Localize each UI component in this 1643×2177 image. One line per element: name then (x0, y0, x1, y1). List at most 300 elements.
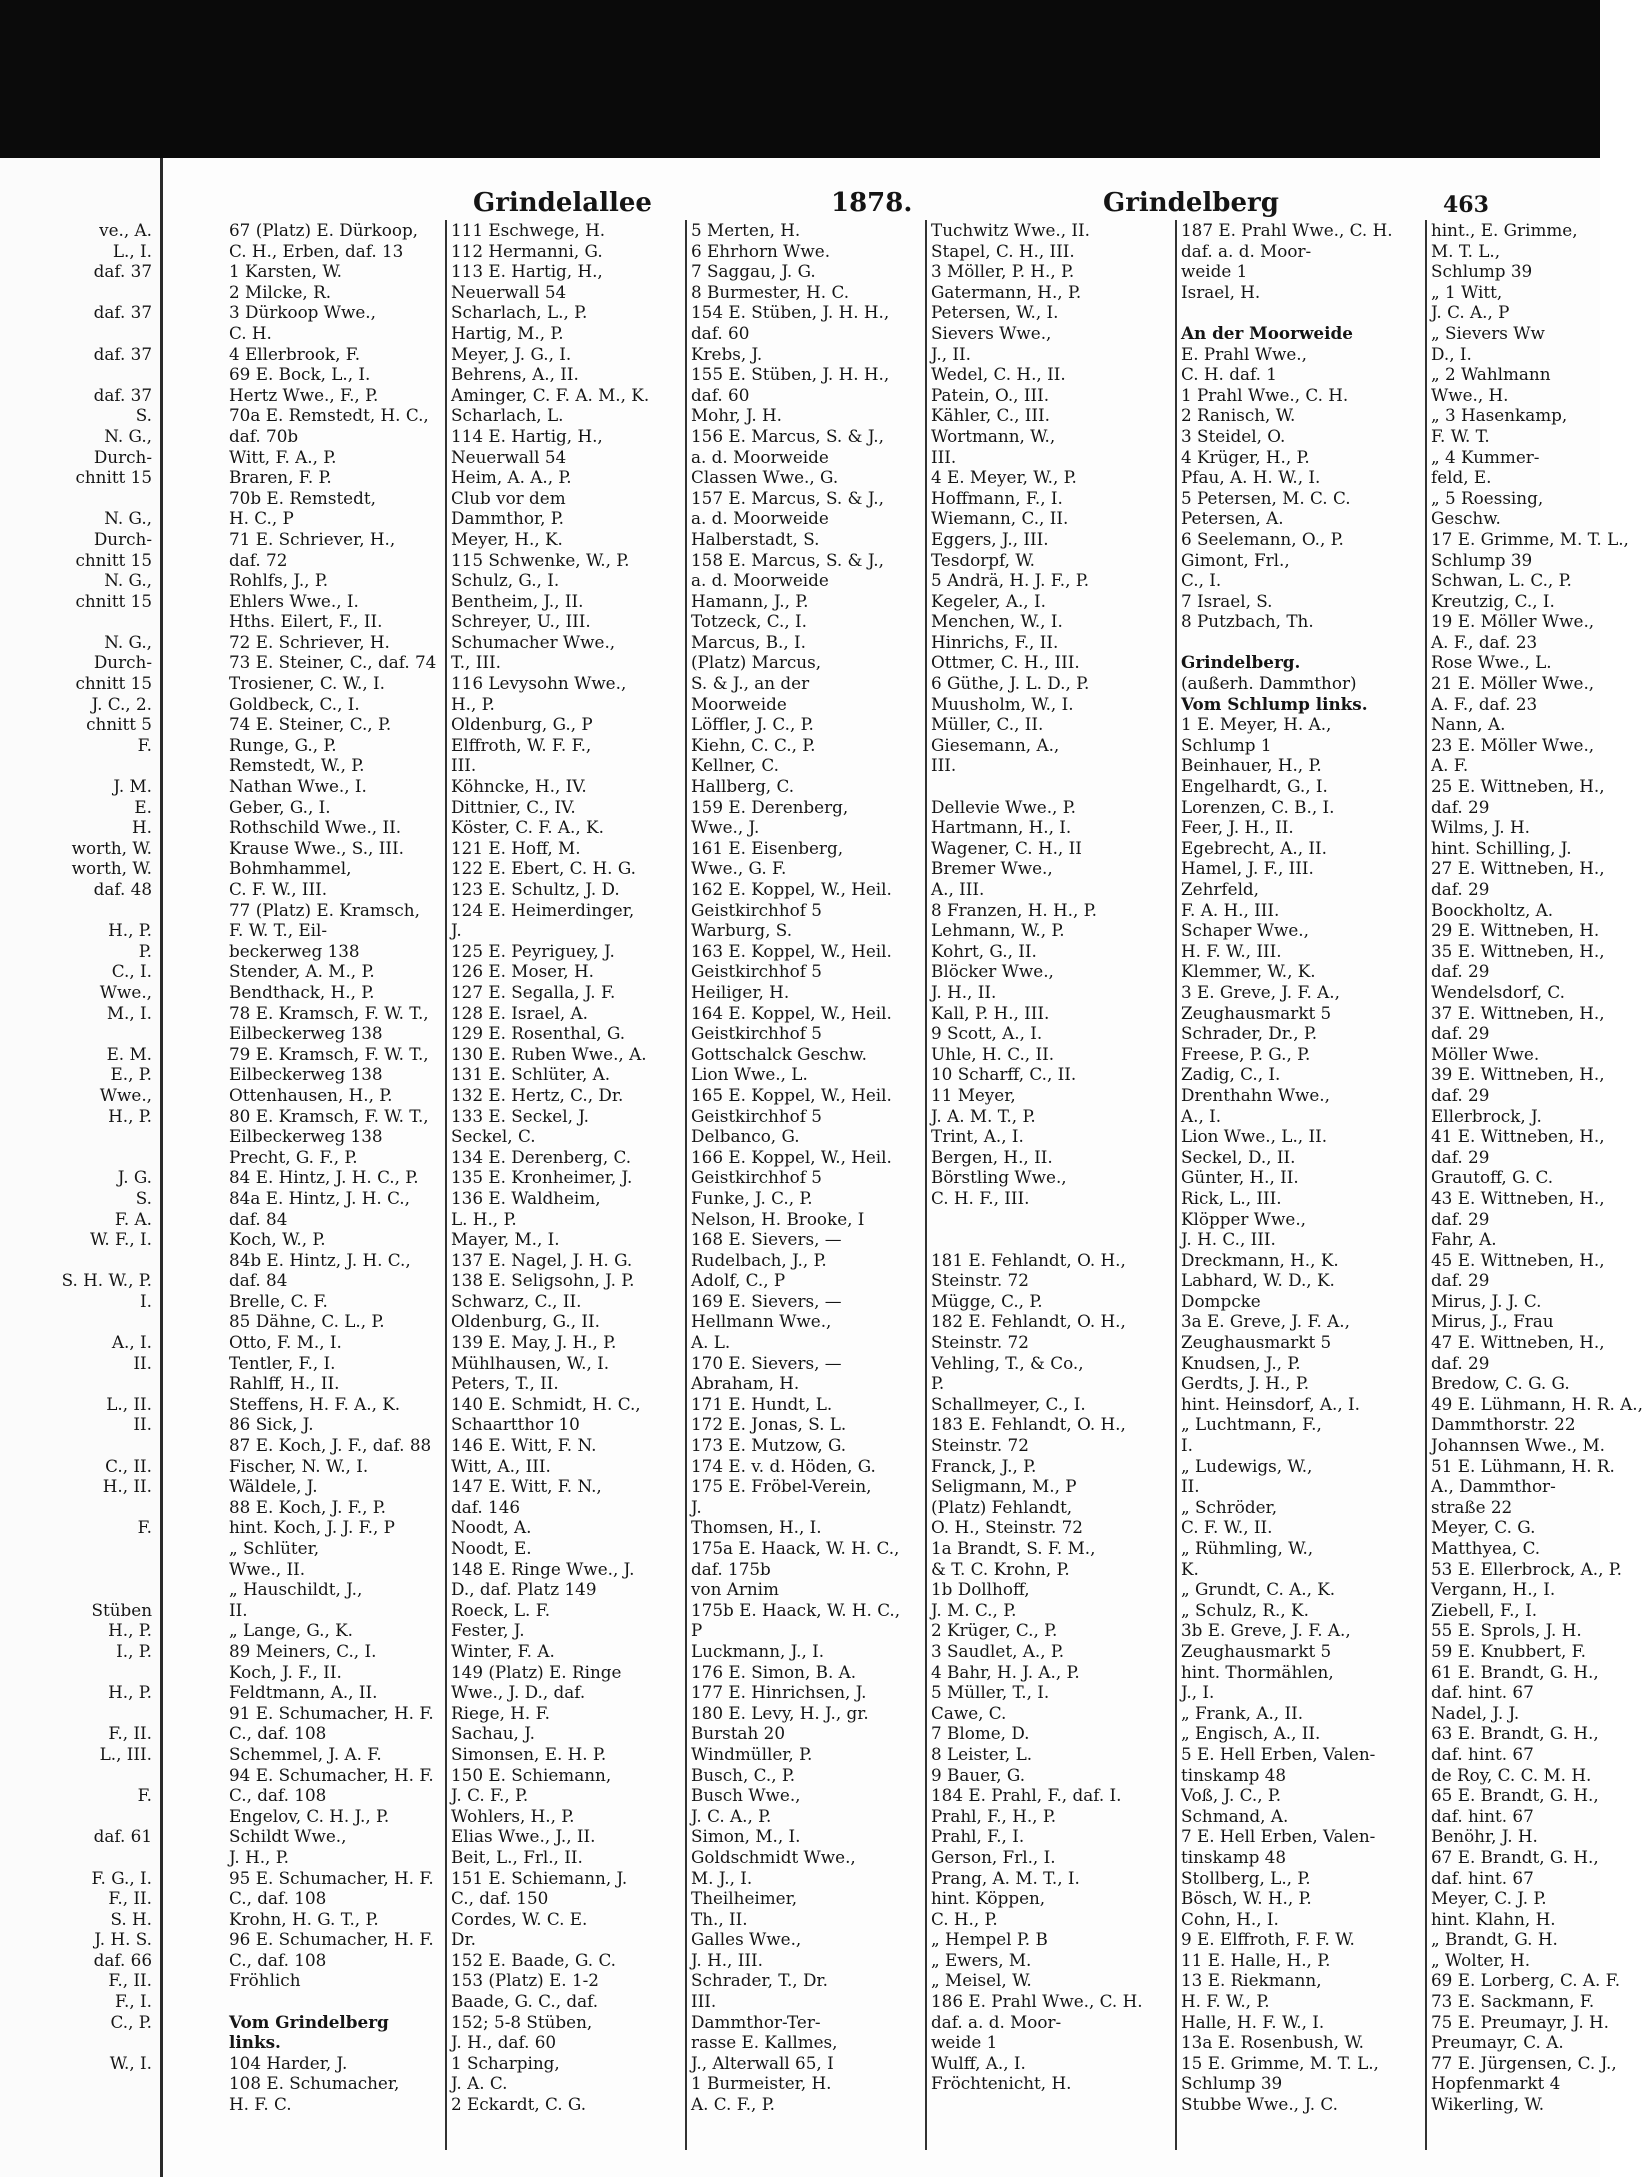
directory-line: C., daf. 108 (229, 1723, 327, 1744)
directory-line: Petersen, A. (1181, 508, 1284, 529)
directory-line: Hopfenmarkt 4 (1431, 2073, 1561, 2094)
directory-line: Benöhr, J. H. (1431, 1826, 1538, 1847)
directory-line: Simon, M., I. (691, 1826, 801, 1847)
directory-line: Schallmeyer, C., I. (931, 1393, 1086, 1414)
directory-line: 146 E. Witt, F. N. (451, 1435, 597, 1456)
directory-line: Müller, C., II. (931, 714, 1044, 735)
directory-line: 86 Sick, J. (229, 1414, 314, 1435)
directory-line: Klemmer, W., K. (1181, 961, 1316, 982)
directory-line: 152 E. Baade, G. C. (451, 1949, 617, 1970)
directory-line: 9 Scott, A., I. (931, 1023, 1043, 1044)
directory-line: Cohn, H., I. (1181, 1908, 1279, 1929)
directory-line: Bremer Wwe., (931, 858, 1053, 879)
directory-line: 175b E. Haack, W. H. C., (691, 1599, 901, 1620)
directory-line: Tuchwitz Wwe., II. (931, 220, 1090, 240)
directory-line: Johannsen Wwe., M. (1431, 1435, 1606, 1456)
directory-line: Roeck, L. F. (451, 1599, 551, 1620)
directory-line: C. H., P. (931, 1908, 998, 1929)
directory-line: Schaartthor 10 (451, 1414, 580, 1435)
directory-line: J. C. F., P. (451, 1785, 529, 1806)
directory-line: Vom Grindelberg (229, 2011, 389, 2032)
previous-page-line: Wwe., (99, 981, 152, 1002)
directory-line: Neuerwall 54 (451, 281, 567, 302)
directory-line: 136 E. Waldheim, (451, 1187, 601, 1208)
directory-line: Geschw. (1431, 508, 1501, 529)
directory-line: 148 E. Ringe Wwe., J. (451, 1558, 635, 1579)
directory-line: Dammthor, P. (451, 508, 565, 529)
directory-line: 27 E. Wittneben, H., (1431, 858, 1605, 879)
previous-page-line: S. (135, 1187, 152, 1208)
directory-line: C., daf. 108 (229, 1888, 327, 1909)
directory-line: 87 E. Koch, J. F., daf. 88 (229, 1435, 432, 1456)
directory-line: Schmand, A. (1181, 1805, 1289, 1826)
previous-page-line: N. G., (104, 570, 152, 591)
directory-line: daf. 146 (451, 1496, 521, 1517)
directory-line: daf. 72 (229, 549, 288, 570)
directory-line: Goldbeck, C., I. (229, 693, 360, 714)
directory-line: 170 E. Sievers, — (691, 1352, 842, 1373)
directory-line: 134 E. Derenberg, C. (451, 1146, 632, 1167)
directory-line: Dr. (451, 1929, 476, 1950)
directory-line: 15 E. Grimme, M. T. L., (1181, 2052, 1379, 2073)
directory-line: Franck, J., P. (931, 1455, 1037, 1476)
directory-line: Delbanco, G. (691, 1126, 800, 1147)
directory-line: & T. C. Krohn, P. (931, 1558, 1070, 1579)
directory-line: Vehling, T., & Co., (931, 1352, 1084, 1373)
directory-line: Geistkirchhof 5 (691, 1023, 822, 1044)
directory-line: Kreutzig, C., I. (1431, 590, 1555, 611)
directory-page (163, 158, 1643, 2177)
directory-line: 8 Franzen, H. H., P. (931, 899, 1097, 920)
directory-line: 45 E. Wittneben, H., (1431, 1249, 1605, 1270)
directory-line: Boockholtz, A. (1431, 899, 1554, 920)
directory-line: Stapel, C. H., III. (931, 240, 1075, 261)
directory-line: 158 E. Marcus, S. & J., (691, 549, 884, 570)
directory-line: 121 E. Hoff, M. (451, 837, 581, 858)
directory-line: 173 E. Mutzow, G. (691, 1435, 847, 1456)
directory-line: J. (451, 920, 462, 941)
directory-line: daf. a. d. Moor- (931, 2011, 1062, 2032)
directory-line: „ Luchtmann, F., (1181, 1414, 1322, 1435)
directory-line: Eilbeckerweg 138 (229, 1064, 383, 1085)
directory-line: 51 E. Lühmann, H. R. (1431, 1455, 1615, 1476)
directory-line: daf. 175b (691, 1558, 771, 1579)
directory-line: 171 E. Hundt, L. (691, 1393, 833, 1414)
directory-line: Nann, A. (1431, 714, 1506, 735)
directory-line: Nathan Wwe., I. (229, 776, 367, 797)
previous-page-line (0, 1806, 156, 1827)
directory-line: 133 E. Seckel, J. (451, 1105, 590, 1126)
directory-line: Fröchtenicht, H. (931, 2073, 1072, 2094)
directory-line: Bendthack, H., P. (229, 981, 375, 1002)
directory-line: H., P. (451, 693, 495, 714)
directory-line: Elffroth, W. F. F., (451, 734, 592, 755)
directory-line: Grautoff, G. C. (1431, 1167, 1554, 1188)
directory-line: Menchen, W., I. (931, 611, 1063, 632)
directory-line: Warburg, S. (691, 920, 793, 941)
directory-line: Krohn, H. G. T., P. (229, 1908, 379, 1929)
directory-line: 5 Müller, T., I. (931, 1682, 1050, 1703)
directory-line: 69 E. Bock, L., I. (229, 364, 371, 385)
directory-line: Schwarz, C., II. (451, 1290, 582, 1311)
scan-border-top (0, 0, 1600, 158)
directory-line: Nadel, J. J. (1431, 1702, 1520, 1723)
directory-line: 1 Karsten, W. (229, 261, 342, 282)
directory-line: H. F. W., P. (1181, 1991, 1270, 2012)
directory-line: P. (931, 1373, 945, 1394)
directory-line: 53 E. Ellerbrock, A., P. (1431, 1558, 1622, 1579)
directory-line: „ Lange, G., K. (229, 1620, 354, 1641)
directory-line: 21 E. Möller Wwe., (1431, 673, 1595, 694)
directory-line: Lehmann, W., P. (931, 920, 1065, 941)
directory-line (1181, 632, 1425, 653)
directory-line: 10 Scharff, C., II. (931, 1064, 1077, 1085)
directory-line: 72 E. Schriever, H. (229, 631, 390, 652)
directory-line: A. C. F., P. (691, 2094, 775, 2115)
directory-line: Knudsen, J., P. (1181, 1352, 1301, 1373)
previous-page-line (0, 1311, 156, 1332)
directory-line: J. H., II. (931, 981, 997, 1002)
directory-line: Otto, F. M., I. (229, 1332, 342, 1353)
directory-line: daf. hint. 67 (1431, 1805, 1534, 1826)
directory-line: M. T. L., (1431, 240, 1501, 261)
directory-line: 140 E. Schmidt, H. C., (451, 1393, 641, 1414)
directory-line: 135 E. Kronheimer, J. (451, 1167, 633, 1188)
directory-line: 166 E. Koppel, W., Heil. (691, 1146, 892, 1167)
directory-line: Tesdorpf, W. (931, 549, 1035, 570)
directory-line: 1b Dollhoff, (931, 1579, 1030, 1600)
directory-line: 127 E. Segalla, J. F. (451, 981, 616, 1002)
directory-line: „ Wolter, H. (1431, 1949, 1531, 1970)
directory-line: 131 E. Schlüter, A. (451, 1064, 611, 1085)
directory-line: „ Schlüter, (229, 1538, 320, 1558)
directory-line: Muusholm, W., I. (931, 693, 1074, 714)
directory-line: hint. Thormählen, (1181, 1661, 1334, 1682)
directory-line: „ Frank, A., II. (1181, 1702, 1304, 1723)
directory-line: daf. 29 (1431, 879, 1490, 899)
directory-line: daf. 29 (1431, 1270, 1490, 1291)
directory-line: C. H., Erben, daf. 13 (229, 240, 404, 261)
directory-line (931, 1229, 1175, 1250)
previous-page-line: H., P. (108, 1682, 152, 1703)
column-5 (1181, 220, 1427, 2150)
previous-page-line: daf. 37 (93, 343, 152, 364)
previous-page-line: H., P. (108, 1620, 152, 1641)
previous-page-line: N. G., (104, 508, 152, 529)
directory-line: 95 E. Schumacher, H. F. (229, 1867, 434, 1888)
previous-page-line: S. H. W., P. (61, 1270, 152, 1291)
directory-line: a. d. Moorweide (691, 508, 829, 529)
directory-line: 65 E. Brandt, G. H., (1431, 1785, 1599, 1806)
directory-line: Goldschmidt Wwe., (691, 1846, 856, 1867)
previous-page-line: N. G., (104, 425, 152, 446)
directory-line: Halle, H. F. W., I. (1181, 2011, 1325, 2032)
directory-line: Schulz, G., I. (451, 570, 560, 591)
directory-line: „ Schulz, R., K. (1181, 1599, 1309, 1620)
directory-line: 156 E. Marcus, S. & J., (691, 425, 884, 446)
previous-page-line: F. (137, 1517, 152, 1538)
directory-line: Patein, O., III. (931, 384, 1050, 405)
previous-page-line (0, 755, 156, 776)
directory-line: 4 Bahr, H. J. A., P. (931, 1661, 1080, 1682)
previous-page-line: Stüben (91, 1599, 152, 1620)
directory-line: Funke, J. C., P. (691, 1187, 813, 1208)
directory-line: weide 1 (931, 2032, 998, 2053)
directory-line: C. H. (229, 322, 272, 343)
directory-line: 1 Prahl Wwe., C. H. (1181, 384, 1349, 405)
directory-line: Hertz Wwe., F., P. (229, 384, 379, 405)
directory-line: Elias Wwe., J., II. (451, 1826, 596, 1847)
directory-line: 112 Hermanni, G. (451, 240, 603, 261)
directory-line: Beinhauer, H., P. (1181, 755, 1322, 776)
previous-page-line: I., P. (116, 1640, 152, 1661)
directory-line: J. H. C., III. (1181, 1229, 1276, 1250)
directory-line: Cordes, W. C. E. (451, 1908, 588, 1929)
directory-line: E. Prahl Wwe., (1181, 343, 1307, 364)
directory-line: 49 E. Lühmann, H. R. A., (1431, 1393, 1643, 1414)
directory-line: Rothschild Wwe., II. (229, 817, 402, 838)
directory-line: tinskamp 48 (1181, 1846, 1287, 1867)
directory-line: 162 E. Koppel, W., Heil. (691, 879, 892, 899)
directory-line: Bredow, C. G. G. (1431, 1373, 1570, 1394)
previous-page-line: J. M. (113, 776, 152, 797)
directory-line: 88 E. Koch, J. F., P. (229, 1496, 387, 1517)
directory-line: 4 Ellerbrook, F. (229, 343, 361, 364)
previous-page-line (0, 1538, 156, 1559)
directory-line: Krebs, J. (691, 343, 763, 364)
directory-line: K. (1181, 1558, 1199, 1579)
directory-line: III. (451, 755, 477, 776)
directory-line: Seckel, C. (451, 1126, 536, 1147)
directory-line: 157 E. Marcus, S. & J., (691, 487, 884, 508)
directory-line: 61 E. Brandt, G. H., (1431, 1661, 1599, 1682)
directory-line: Trosiener, C. W., I. (229, 673, 386, 694)
directory-line: M. J., I. (691, 1867, 753, 1888)
directory-line: 13a E. Rosenbush, W. (1181, 2032, 1364, 2053)
directory-line: 3 Dürkoop Wwe., (229, 302, 376, 323)
directory-line: C. F. W., II. (1181, 1517, 1273, 1538)
directory-line: Prahl, F., I. (931, 1826, 1025, 1847)
directory-line: Rohlfs, J., P. (229, 570, 329, 591)
directory-line: 180 E. Levy, H. J., gr. (691, 1702, 869, 1723)
directory-line: 94 E. Schumacher, H. F. (229, 1764, 434, 1785)
directory-line: rasse E. Kallmes, (691, 2032, 838, 2053)
directory-line: Kähler, C., III. (931, 405, 1050, 426)
directory-line: Wwe., J. D., daf. (451, 1682, 586, 1703)
directory-line: C., daf. 108 (229, 1949, 327, 1970)
directory-line: „ Hempel P. B (931, 1929, 1048, 1950)
directory-line: 8 Burmester, H. C. (691, 281, 850, 302)
directory-line: Eilbeckerweg 138 (229, 1126, 383, 1147)
directory-line: 11 Meyer, (931, 1084, 1016, 1105)
directory-line: Wwe., H. (1431, 384, 1509, 405)
directory-line: 6 Ehrhorn Wwe. (691, 240, 831, 261)
directory-line: A. F., daf. 23 (1431, 631, 1538, 652)
directory-line: II. (1181, 1476, 1200, 1497)
directory-line: Cawe, C. (931, 1702, 1007, 1723)
previous-page-line: Durch- (93, 528, 152, 549)
directory-line: Israel, H. (1181, 281, 1261, 302)
directory-line: 7 Saggau, J. G. (691, 261, 816, 282)
directory-line: Preumayr, C. A. (1431, 2032, 1564, 2053)
directory-line: 168 E. Sievers, — (691, 1229, 842, 1250)
directory-line: Mohr, J. H. (691, 405, 783, 426)
previous-page-line (0, 1579, 156, 1600)
directory-line: Aminger, C. F. A. M., K. (451, 384, 650, 405)
directory-line: 124 E. Heimerdinger, (451, 899, 635, 920)
directory-line: Stender, A. M., P. (229, 961, 375, 982)
previous-page-line (0, 1023, 156, 1044)
directory-line: 152; 5-8 Stüben, (451, 2011, 593, 2032)
previous-page-line: Wwe., (99, 1084, 152, 1105)
directory-line: 186 E. Prahl Wwe., C. H. (931, 1991, 1143, 2012)
directory-line: Witt, A., III. (451, 1455, 551, 1476)
directory-line: A. F., daf. 23 (1431, 693, 1538, 714)
directory-line: 132 E. Hertz, C., Dr. (451, 1084, 624, 1105)
directory-line: Meyer, J. G., I. (451, 343, 572, 364)
directory-line: Galles Wwe., (691, 1929, 802, 1950)
directory-line: Brelle, C. F. (229, 1290, 328, 1311)
directory-line: „ 1 Witt, (1431, 281, 1503, 302)
directory-line: Dompcke (1181, 1290, 1261, 1311)
directory-line: 80 E. Kramsch, F. W. T., (229, 1105, 429, 1126)
directory-line: 163 E. Koppel, W., Heil. (691, 940, 892, 961)
previous-page-line: Durch- (93, 652, 152, 673)
directory-line: Hths. Eilert, F., II. (229, 611, 383, 632)
column-1 (229, 220, 447, 2150)
directory-line: Rose Wwe., L. (1431, 652, 1552, 673)
directory-line: 77 (Platz) E. Kramsch, (229, 899, 420, 920)
directory-line: Mügge, C., P. (931, 1290, 1043, 1311)
directory-line: 4 E. Meyer, W., P. (931, 467, 1077, 488)
previous-page-line (0, 900, 156, 921)
directory-line: Drenthahn Wwe., (1181, 1084, 1330, 1105)
directory-line: Kiehn, C. C., P. (691, 734, 816, 755)
directory-line: J. H., III. (691, 1949, 763, 1970)
directory-line: Ottmer, C. H., III. (931, 652, 1080, 673)
directory-line: daf. 29 (1431, 1084, 1490, 1105)
directory-line: 114 E. Hartig, H., (451, 425, 603, 446)
directory-line: Ziebell, F., I. (1431, 1599, 1538, 1620)
directory-line: J., II. (931, 343, 972, 364)
directory-line: daf. 29 (1431, 961, 1490, 982)
directory-line: 39 E. Wittneben, H., (1431, 1064, 1605, 1085)
directory-line: Vom Schlump links. (1181, 693, 1368, 714)
directory-line: 3b E. Greve, J. F. A., (1181, 1620, 1351, 1641)
previous-page-line: P. (138, 940, 152, 961)
directory-line: Fahr, A. (1431, 1229, 1497, 1250)
directory-line: 35 E. Wittneben, H., (1431, 940, 1605, 961)
directory-line: H. F. W., III. (1181, 940, 1282, 961)
directory-line: 7 Israel, S. (1181, 590, 1273, 611)
directory-line: Grindelberg. (1181, 652, 1301, 673)
directory-line: Riege, H. F. (451, 1702, 550, 1723)
directory-line: 138 E. Seligsohn, J. P. (451, 1270, 635, 1291)
directory-line: Ehlers Wwe., I. (229, 590, 359, 611)
directory-line: Matthyea, C. (1431, 1538, 1541, 1558)
directory-line: Labhard, W. D., K. (1181, 1270, 1335, 1291)
directory-line: 70a E. Remstedt, H. C., (229, 405, 429, 426)
directory-line: An der Moorweide (1181, 322, 1353, 343)
directory-line: 55 E. Sprols, J. H. (1431, 1620, 1582, 1641)
directory-line: Feer, J. H., II. (1181, 817, 1294, 838)
directory-line: Steinstr. 72 (931, 1332, 1029, 1353)
directory-line: Kegeler, A., I. (931, 590, 1046, 611)
previous-page-line: daf. 66 (93, 1949, 152, 1970)
directory-line: Zeughausmarkt 5 (1181, 1332, 1332, 1353)
directory-line: J. C. A., P (1431, 302, 1510, 323)
directory-line: 63 E. Brandt, G. H., (1431, 1723, 1599, 1744)
previous-page-line: J. H. S. (94, 1929, 152, 1950)
directory-line: Koch, W., P. (229, 1229, 326, 1250)
directory-line: 5 Petersen, M. C. C. (1181, 487, 1351, 508)
directory-line: 69 E. Lorberg, C. A. F. (1431, 1970, 1621, 1991)
directory-line: 128 E. Israel, A. (451, 1002, 588, 1023)
directory-line: 149 (Platz) E. Ringe (451, 1661, 622, 1682)
directory-line: Oldenburg, G., II. (451, 1311, 600, 1332)
directory-line: Wortmann, W., (931, 425, 1056, 446)
directory-line: Rahlff, H., II. (229, 1373, 340, 1394)
directory-line: 130 E. Ruben Wwe., A. (451, 1043, 647, 1064)
directory-line: Luckmann, J., I. (691, 1640, 825, 1661)
directory-line: Schlump 1 (1181, 734, 1272, 755)
directory-line: Kohrt, G., II. (931, 940, 1037, 961)
directory-line: C. H. daf. 1 (1181, 364, 1277, 385)
directory-line: Kellner, C. (691, 755, 779, 776)
directory-line: J. H., daf. 60 (451, 2032, 557, 2053)
previous-page-line: H., P. (108, 1105, 152, 1126)
previous-page-line: S. (135, 405, 152, 426)
directory-line: Schlump 39 (1181, 2073, 1283, 2094)
previous-page-line (0, 1373, 156, 1394)
directory-line: Eggers, J., III. (931, 528, 1049, 549)
directory-line: 3 Möller, P. H., P. (931, 261, 1075, 282)
column-2 (451, 220, 687, 2150)
directory-line: Hallberg, C. (691, 776, 795, 797)
directory-line: Stubbe Wwe., J. C. (1181, 2094, 1339, 2115)
directory-line: Zeughausmarkt 5 (1181, 1002, 1332, 1023)
directory-line: 5 Merten, H. (691, 220, 801, 240)
directory-line: 3 E. Greve, J. F. A., (1181, 981, 1340, 1002)
directory-line: 78 E. Kramsch, F. W. T., (229, 1002, 429, 1023)
directory-line: H. C., P (229, 508, 294, 529)
directory-line: Kall, P. H., III. (931, 1002, 1050, 1023)
directory-line: Vergann, H., I. (1431, 1579, 1556, 1600)
directory-line: 155 E. Stüben, J. H. H., (691, 364, 890, 385)
directory-line: Nelson, H. Brooke, I (691, 1208, 865, 1229)
directory-line: Schrader, T., Dr. (691, 1970, 828, 1991)
directory-line: 1 E. Meyer, H. A., (1181, 714, 1332, 735)
directory-line: Meyer, C. J. P. (1431, 1888, 1547, 1909)
previous-page-edge (0, 158, 163, 2177)
directory-line: Wulff, A., I. (931, 2052, 1026, 2073)
previous-page-line: L., II. (106, 1393, 152, 1414)
directory-line (229, 1991, 445, 2012)
directory-line: Schemmel, J. A. F. (229, 1743, 382, 1764)
directory-line: de Roy, C. C. M. H. (1431, 1764, 1592, 1785)
directory-line: Heim, A. A., P. (451, 467, 572, 488)
previous-page-line: E. M. (106, 1043, 152, 1064)
directory-line: Scharlach, L., P. (451, 302, 588, 323)
directory-line: D., daf. Platz 149 (451, 1579, 597, 1600)
directory-line: 164 E. Koppel, W., Heil. (691, 1002, 892, 1023)
directory-line: Precht, G. F., P. (229, 1146, 358, 1167)
previous-page-line (0, 1250, 156, 1271)
directory-line: Trint, A., I. (931, 1126, 1024, 1147)
directory-line: Bentheim, J., II. (451, 590, 584, 611)
directory-line: hint. Schilling, J. (1431, 837, 1572, 858)
directory-line: Dammthor-Ter- (691, 2011, 821, 2032)
